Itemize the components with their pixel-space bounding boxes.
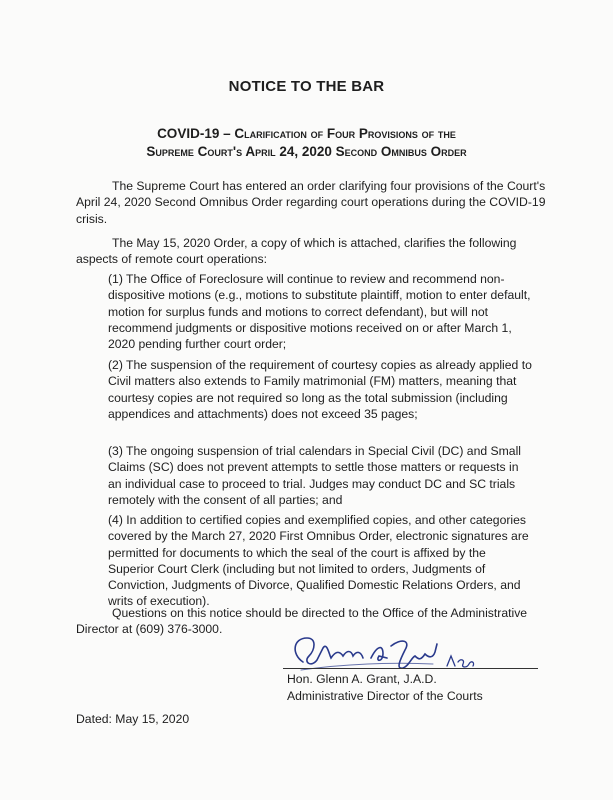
- signatory-title: Administrative Director of the Courts: [287, 689, 483, 703]
- signature-block: [283, 632, 543, 712]
- order-paragraph: The May 15, 2020 Order, a copy of which is attached, clarifies the following aspects of remote court operations:: [76, 236, 517, 267]
- notice-subtitle: [0, 125, 613, 161]
- questions-paragraph: Questions on this notice should be directed to the Office of the Administrative Director at (609) 376-3000.: [76, 606, 528, 637]
- signature-line: [283, 668, 538, 669]
- notice-title: NOTICE TO THE BAR: [228, 78, 385, 95]
- subtitle-line-1: COVID-19 – Clarification of Four Provisions of the: [157, 126, 456, 141]
- intro-paragraph: The Supreme Court has entered an order clarifying four provisions of the Court's April 24, 2020 Second Omnibus Order regarding court operations during the COVID-19 crisis.: [76, 179, 546, 226]
- dated-line: Dated: May 15, 2020: [76, 712, 190, 726]
- clarification-item-2: (2) The suspension of the requirement of courtesy copies as already applied to Civil matters also extends to Family matrimonial (FM) matters, meaning that courtesy copies are not required so long as the total submission (including appendices and attachments) does not exceed 35 pages;: [108, 358, 532, 421]
- clarification-item-1: (1) The Office of Foreclosure will continue to review and recommend non-dispositive motions (e.g., motions to substitute plaintiff, motion to enter default, motion for surplus funds and motions to correct defendant), but will not recommend judgments or dispositive motions received on or after March 1, 2020 pending further court order;: [108, 272, 531, 352]
- signatory-name: Hon. Glenn A. Grant, J.A.D.: [287, 672, 437, 686]
- clarification-item-3: (3) The ongoing suspension of trial calendars in Special Civil (DC) and Small Claims (SC) does not prevent attempts to settle those matters or requests in an individual case to proceed to trial. Judges may conduct DC and SC trials remotely with the consent of all parties; and: [108, 444, 521, 507]
- clarification-item-4: (4) In addition to certified copies and exemplified copies, and other categories covered by the March 27, 2020 First Omnibus Order, electronic signatures are permitted for documents to which the seal of the court is affixed by the Superior Court Clerk (including but not limited to orders, Judgments of Conviction, Judgments of Divorce, Qualified Domestic Relations Orders, and writs of execution).: [108, 513, 529, 609]
- subtitle-line-2: Supreme Court's April 24, 2020 Second Omnibus Order: [146, 144, 467, 159]
